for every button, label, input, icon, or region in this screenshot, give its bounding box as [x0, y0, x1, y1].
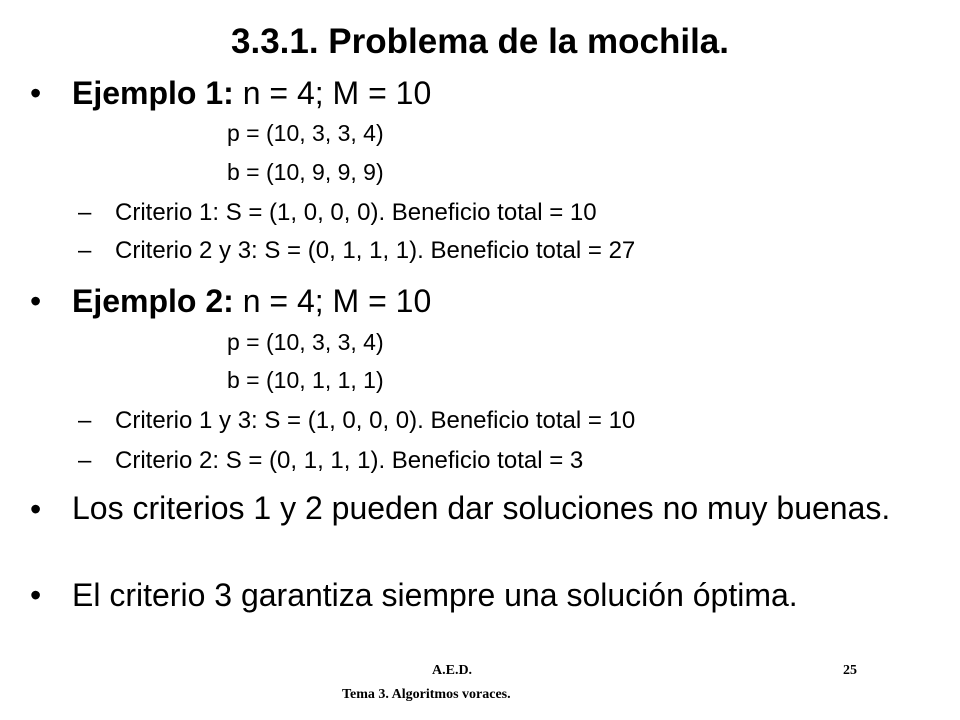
footer-topic: Tema 3. Algoritmos voraces.	[342, 687, 511, 702]
criterion-text: Criterio 1 y 3: S = (1, 0, 0, 0). Beneficio total = 10	[115, 407, 636, 434]
dash-marker: –	[78, 407, 92, 434]
criterion-text: Criterio 2: S = (0, 1, 1, 1). Beneficio total = 3	[115, 447, 584, 474]
example-2-benefits: b = (10, 1, 1, 1)	[227, 367, 384, 393]
bullet-marker: •	[30, 283, 42, 319]
dash-marker: –	[78, 237, 92, 264]
example-1-benefits: b = (10, 9, 9, 9)	[227, 159, 384, 185]
example-2-label: Ejemplo 2:	[72, 283, 234, 319]
dash-marker: –	[78, 447, 92, 474]
conclusion-1-text: Los criterios 1 y 2 pueden dar soluciones no muy buenas.	[72, 490, 891, 526]
footer-course: A.E.D.	[432, 663, 473, 678]
dash-marker: –	[78, 199, 92, 226]
slide-title: 3.3.1. Problema de la mochila.	[231, 22, 729, 61]
page-number: 25	[843, 663, 857, 678]
bullet-marker: •	[30, 491, 42, 527]
criterion-text: Criterio 2 y 3: S = (0, 1, 1, 1). Beneficio total = 27	[115, 237, 636, 264]
example-1-label: Ejemplo 1:	[72, 75, 234, 111]
example-2-params: n = 4; M = 10	[233, 283, 432, 319]
bullet-marker: •	[30, 577, 42, 613]
example-2-weights: p = (10, 3, 3, 4)	[227, 329, 384, 355]
example-1-weights: p = (10, 3, 3, 4)	[227, 120, 384, 146]
criterion-text: Criterio 1: S = (1, 0, 0, 0). Beneficio total = 10	[115, 199, 597, 226]
bullet-marker: •	[30, 75, 42, 111]
example-1-params: n = 4; M = 10	[233, 75, 432, 111]
conclusion-2-text: El criterio 3 garantiza siempre una solución óptima.	[72, 577, 798, 613]
